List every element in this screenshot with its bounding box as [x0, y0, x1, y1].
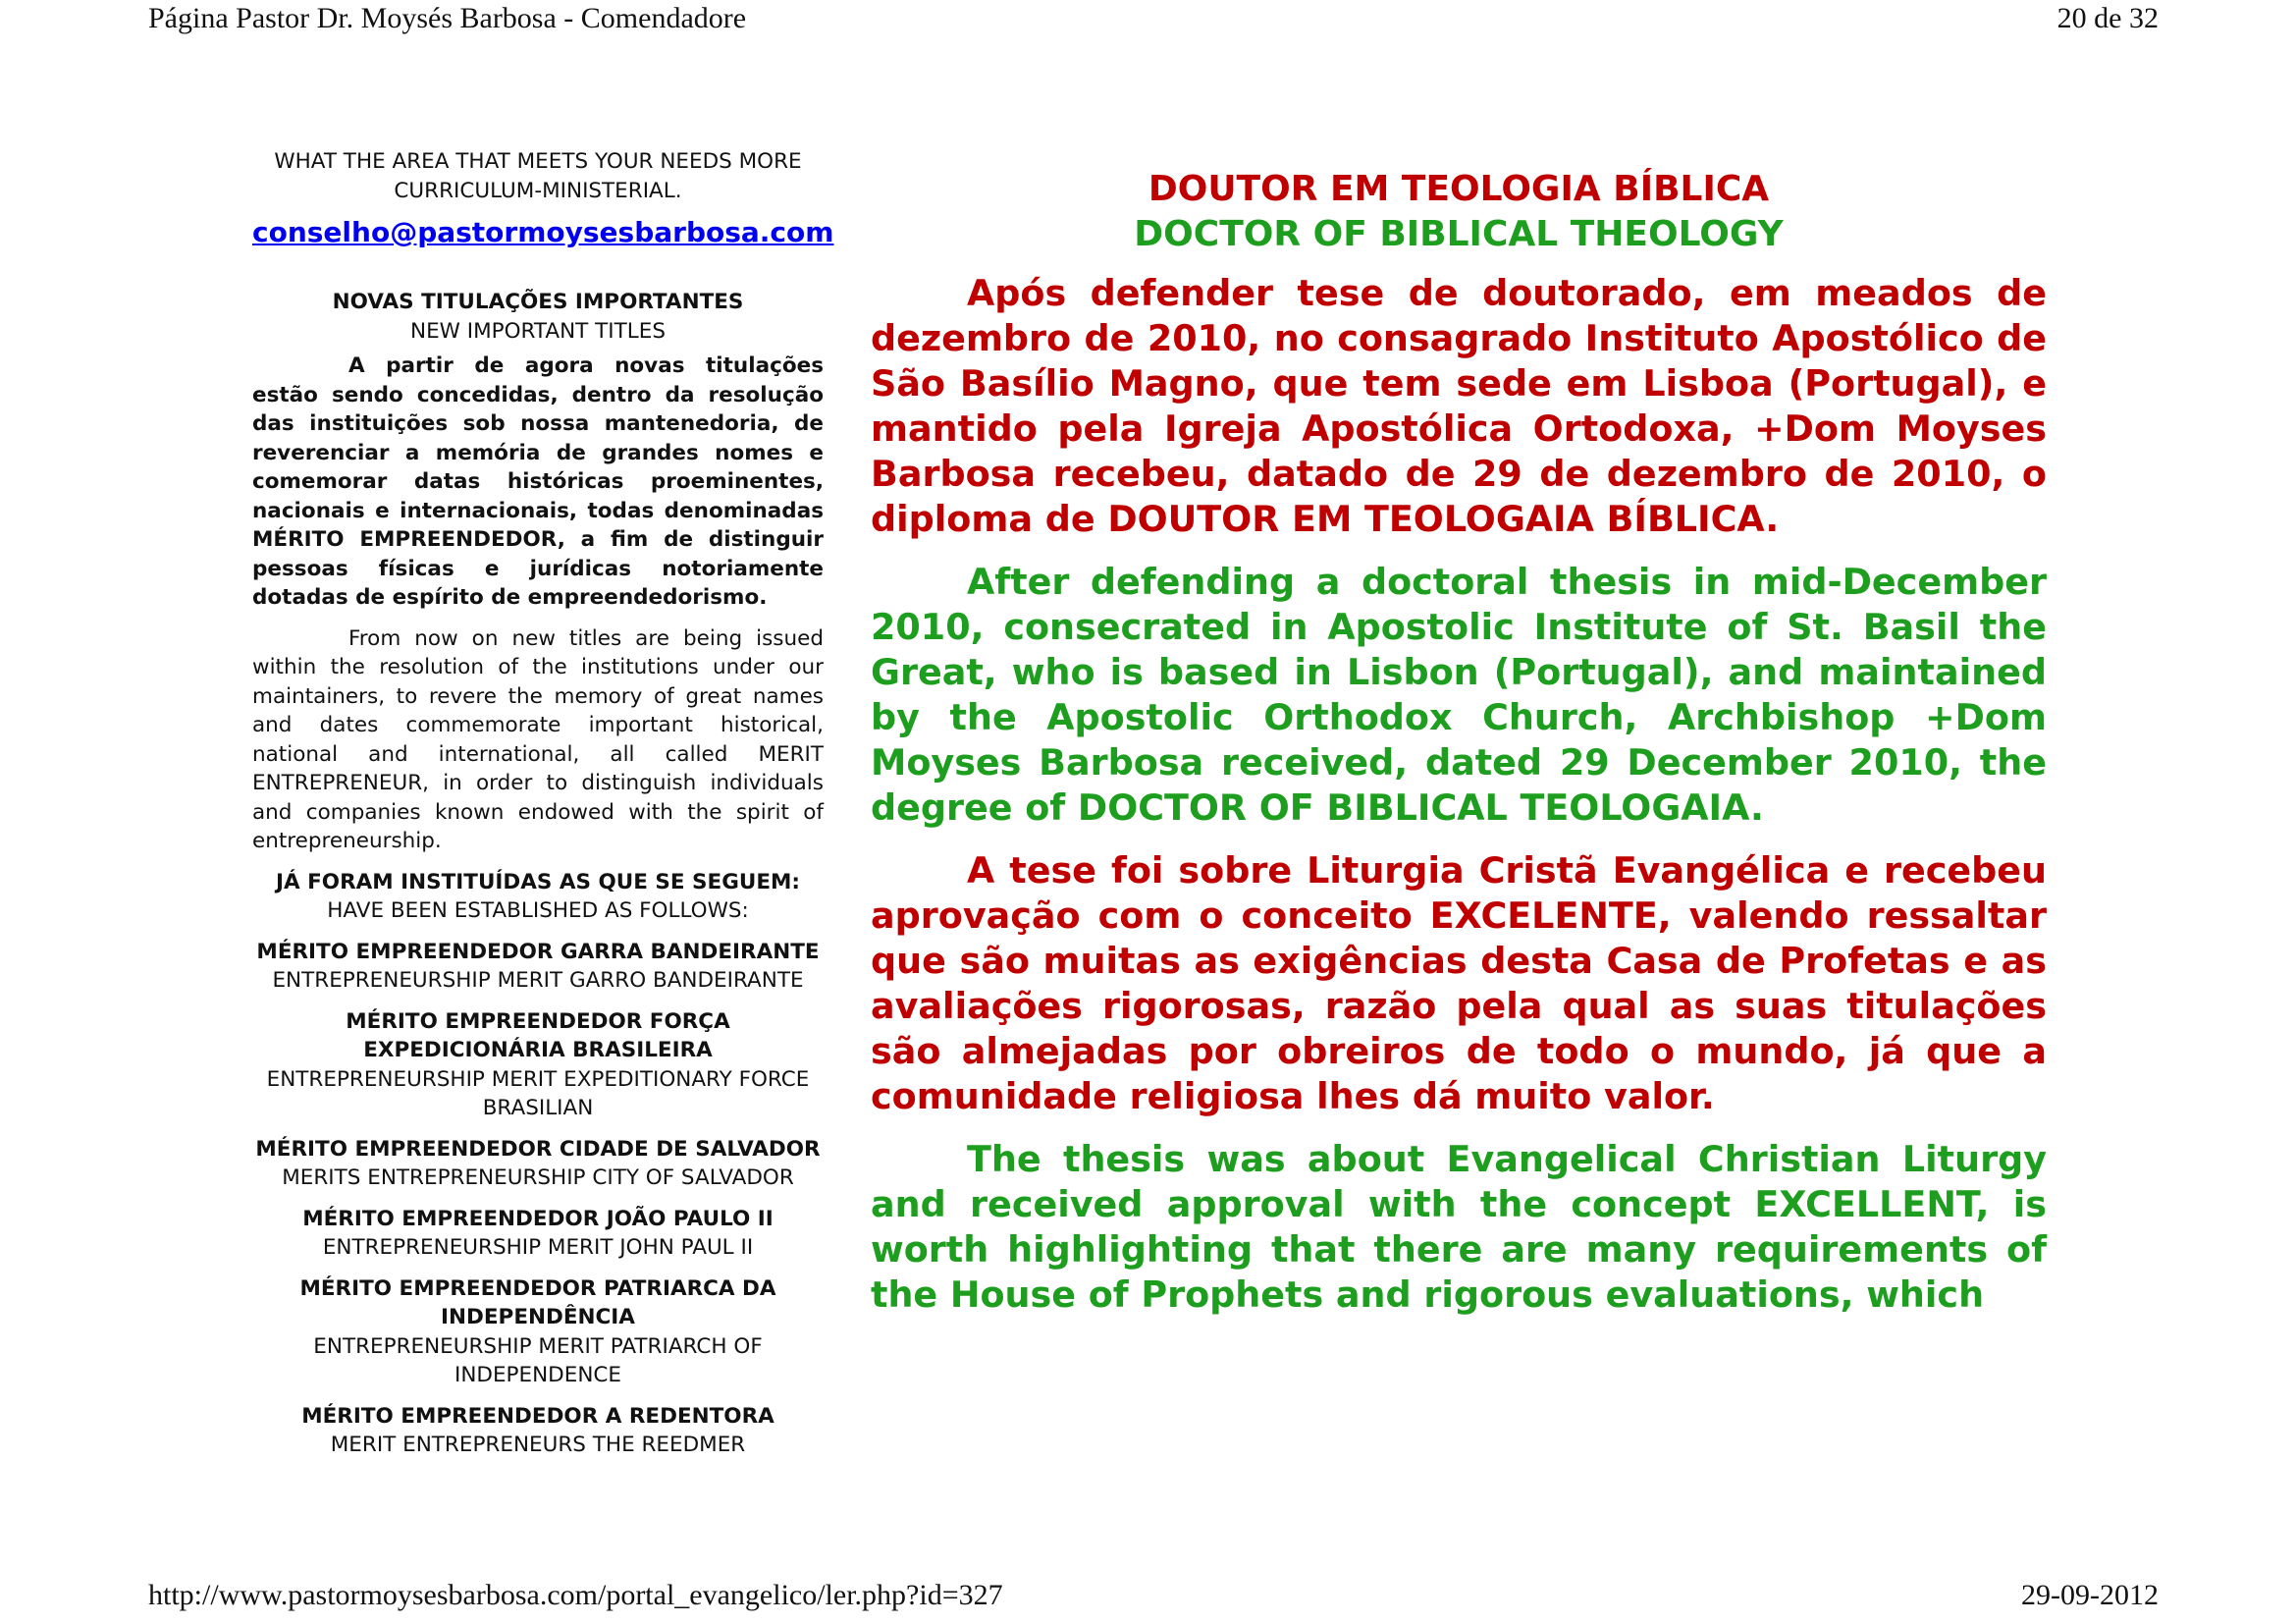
print-footer — [0, 1579, 2296, 1618]
merit-title-en: MERIT ENTREPRENEURS THE REEDMER — [330, 1433, 746, 1457]
page-title: Página Pastor Dr. Moysés Barbosa - Comendadore — [148, 2, 747, 34]
merit-item — [252, 938, 824, 996]
page-url: http://www.pastormoysesbarbosa.com/portal_evangelico/ler.php?id=327 — [148, 1579, 1003, 1611]
page-number: 20 de 32 — [2056, 2, 2159, 34]
merit-item — [252, 1007, 824, 1123]
merit-item — [252, 1274, 824, 1390]
merit-title-en: ENTREPRENEURSHIP MERIT EXPEDITIONARY FORCE BRASILIAN — [266, 1066, 810, 1120]
right-column — [871, 167, 2047, 1318]
print-header — [0, 2, 2296, 41]
merit-title-pt: MÉRITO EMPREENDEDOR FORÇA EXPEDICIONÁRIA BRASILEIRA — [346, 1008, 730, 1062]
merit-item — [252, 1135, 824, 1193]
article-paragraph-pt-2: A tese foi sobre Liturgia Cristã Evangélica e recebeu aprovação com o conceito EXCELENTE, valendo ressaltar que são muitas as exigências desta Casa de Profetas e as avaliações rigorosas, razão pela qual as suas titulações são almejadas por obreiros de todo o mundo, já que a comunidade religiosa lhes dá muito valor. — [871, 849, 2047, 1117]
established-heading — [252, 868, 824, 926]
section-title-en: NEW IMPORTANT TITLES — [410, 318, 666, 344]
merit-item — [252, 1205, 824, 1263]
article-title-pt: DOUTOR EM TEOLOGIA BÍBLICA — [1148, 169, 1770, 209]
paragraph-pt: A partir de agora novas titulações estão sendo concedidas, dentro da resolução das instituições sob nossa mantenedoria, de reverenciar a memória de grandes nomes e comemorar datas históricas proeminentes, nacionais e internacionais, todas denominadas MÉRITO EMPREENDEDOR, a fim de distinguir pessoas físicas e jurídicas notoriamente dotadas de espírito de empreendedorismo. — [252, 353, 824, 610]
left-column — [252, 147, 834, 1460]
email-link[interactable]: conselho@pastormoysesbarbosa.com — [252, 216, 834, 248]
merit-title-pt: MÉRITO EMPREENDEDOR GARRA BANDEIRANTE — [256, 939, 820, 964]
article-paragraph-en-2: The thesis was about Evangelical Christian Liturgy and received approval with the concept EXCELLENT, is worth highlighting that there are many requirements of the House of Prophets and rigorous evaluations, which — [871, 1138, 2047, 1316]
merit-title-pt: MÉRITO EMPREENDEDOR PATRIARCA DA INDEPENDÊNCIA — [299, 1275, 776, 1329]
established-en: HAVE BEEN ESTABLISHED AS FOLLOWS: — [327, 898, 749, 923]
paragraph-en: From now on new titles are being issued within the resolution of the institutions under our maintainers, to revere the memory of great names and dates commemorate important historical, national and international, all called MERIT ENTREPRENEUR, in order to distinguish individuals and companies known endowed with the spirit of entrepreneurship. — [252, 625, 824, 853]
merit-title-en: ENTREPRENEURSHIP MERIT PATRIARCH OF INDEPENDENCE — [313, 1333, 763, 1387]
established-pt: JÁ FORAM INSTITUÍDAS AS QUE SE SEGUEM: — [275, 869, 800, 894]
merit-title-en: ENTREPRENEURSHIP MERIT JOHN PAUL II — [322, 1235, 754, 1260]
print-date: 29-09-2012 — [2021, 1579, 2159, 1611]
merit-title-pt: MÉRITO EMPREENDEDOR A REDENTORA — [301, 1403, 774, 1429]
merit-title-pt: MÉRITO EMPREENDEDOR JOÃO PAULO II — [302, 1206, 774, 1231]
article-title-en: DOCTOR OF BIBLICAL THEOLOGY — [1134, 214, 1784, 254]
merit-item — [252, 1402, 824, 1460]
merit-title-pt: MÉRITO EMPREENDEDOR CIDADE DE SALVADOR — [255, 1136, 821, 1162]
intro-line-2: CURRICULUM-MINISTERIAL. — [394, 178, 682, 203]
intro-line-1: WHAT THE AREA THAT MEETS YOUR NEEDS MORE — [274, 149, 802, 174]
article-paragraph-pt-1: Após defender tese de doutorado, em meados de dezembro de 2010, no consagrado Instituto Apostólico de São Basílio Magno, que tem sede em Lisboa (Portugal), e mantido pela Igreja Apostólica Ortodoxa, +Dom Moyses Barbosa recebeu, datado de 29 de dezembro de 2010, o diploma de DOUTOR EM TEOLOGAIA BÍBLICA. — [871, 272, 2047, 540]
section-title-pt: NOVAS TITULAÇÕES IMPORTANTES — [332, 290, 744, 314]
article-paragraph-en-1: After defending a doctoral thesis in mid-December 2010, consecrated in Apostolic Institute of St. Basil the Great, who is based in Lisbon (Portugal), and maintained by the Apostolic Orthodox Church, Archbishop +Dom Moyses Barbosa received, dated 29 December 2010, the degree of DOCTOR OF BIBLICAL TEOLOGAIA. — [871, 561, 2047, 829]
merit-title-en: MERITS ENTREPRENEURSHIP CITY OF SALVADOR — [282, 1165, 794, 1190]
merit-title-en: ENTREPRENEURSHIP MERIT GARRO BANDEIRANTE — [272, 968, 804, 993]
